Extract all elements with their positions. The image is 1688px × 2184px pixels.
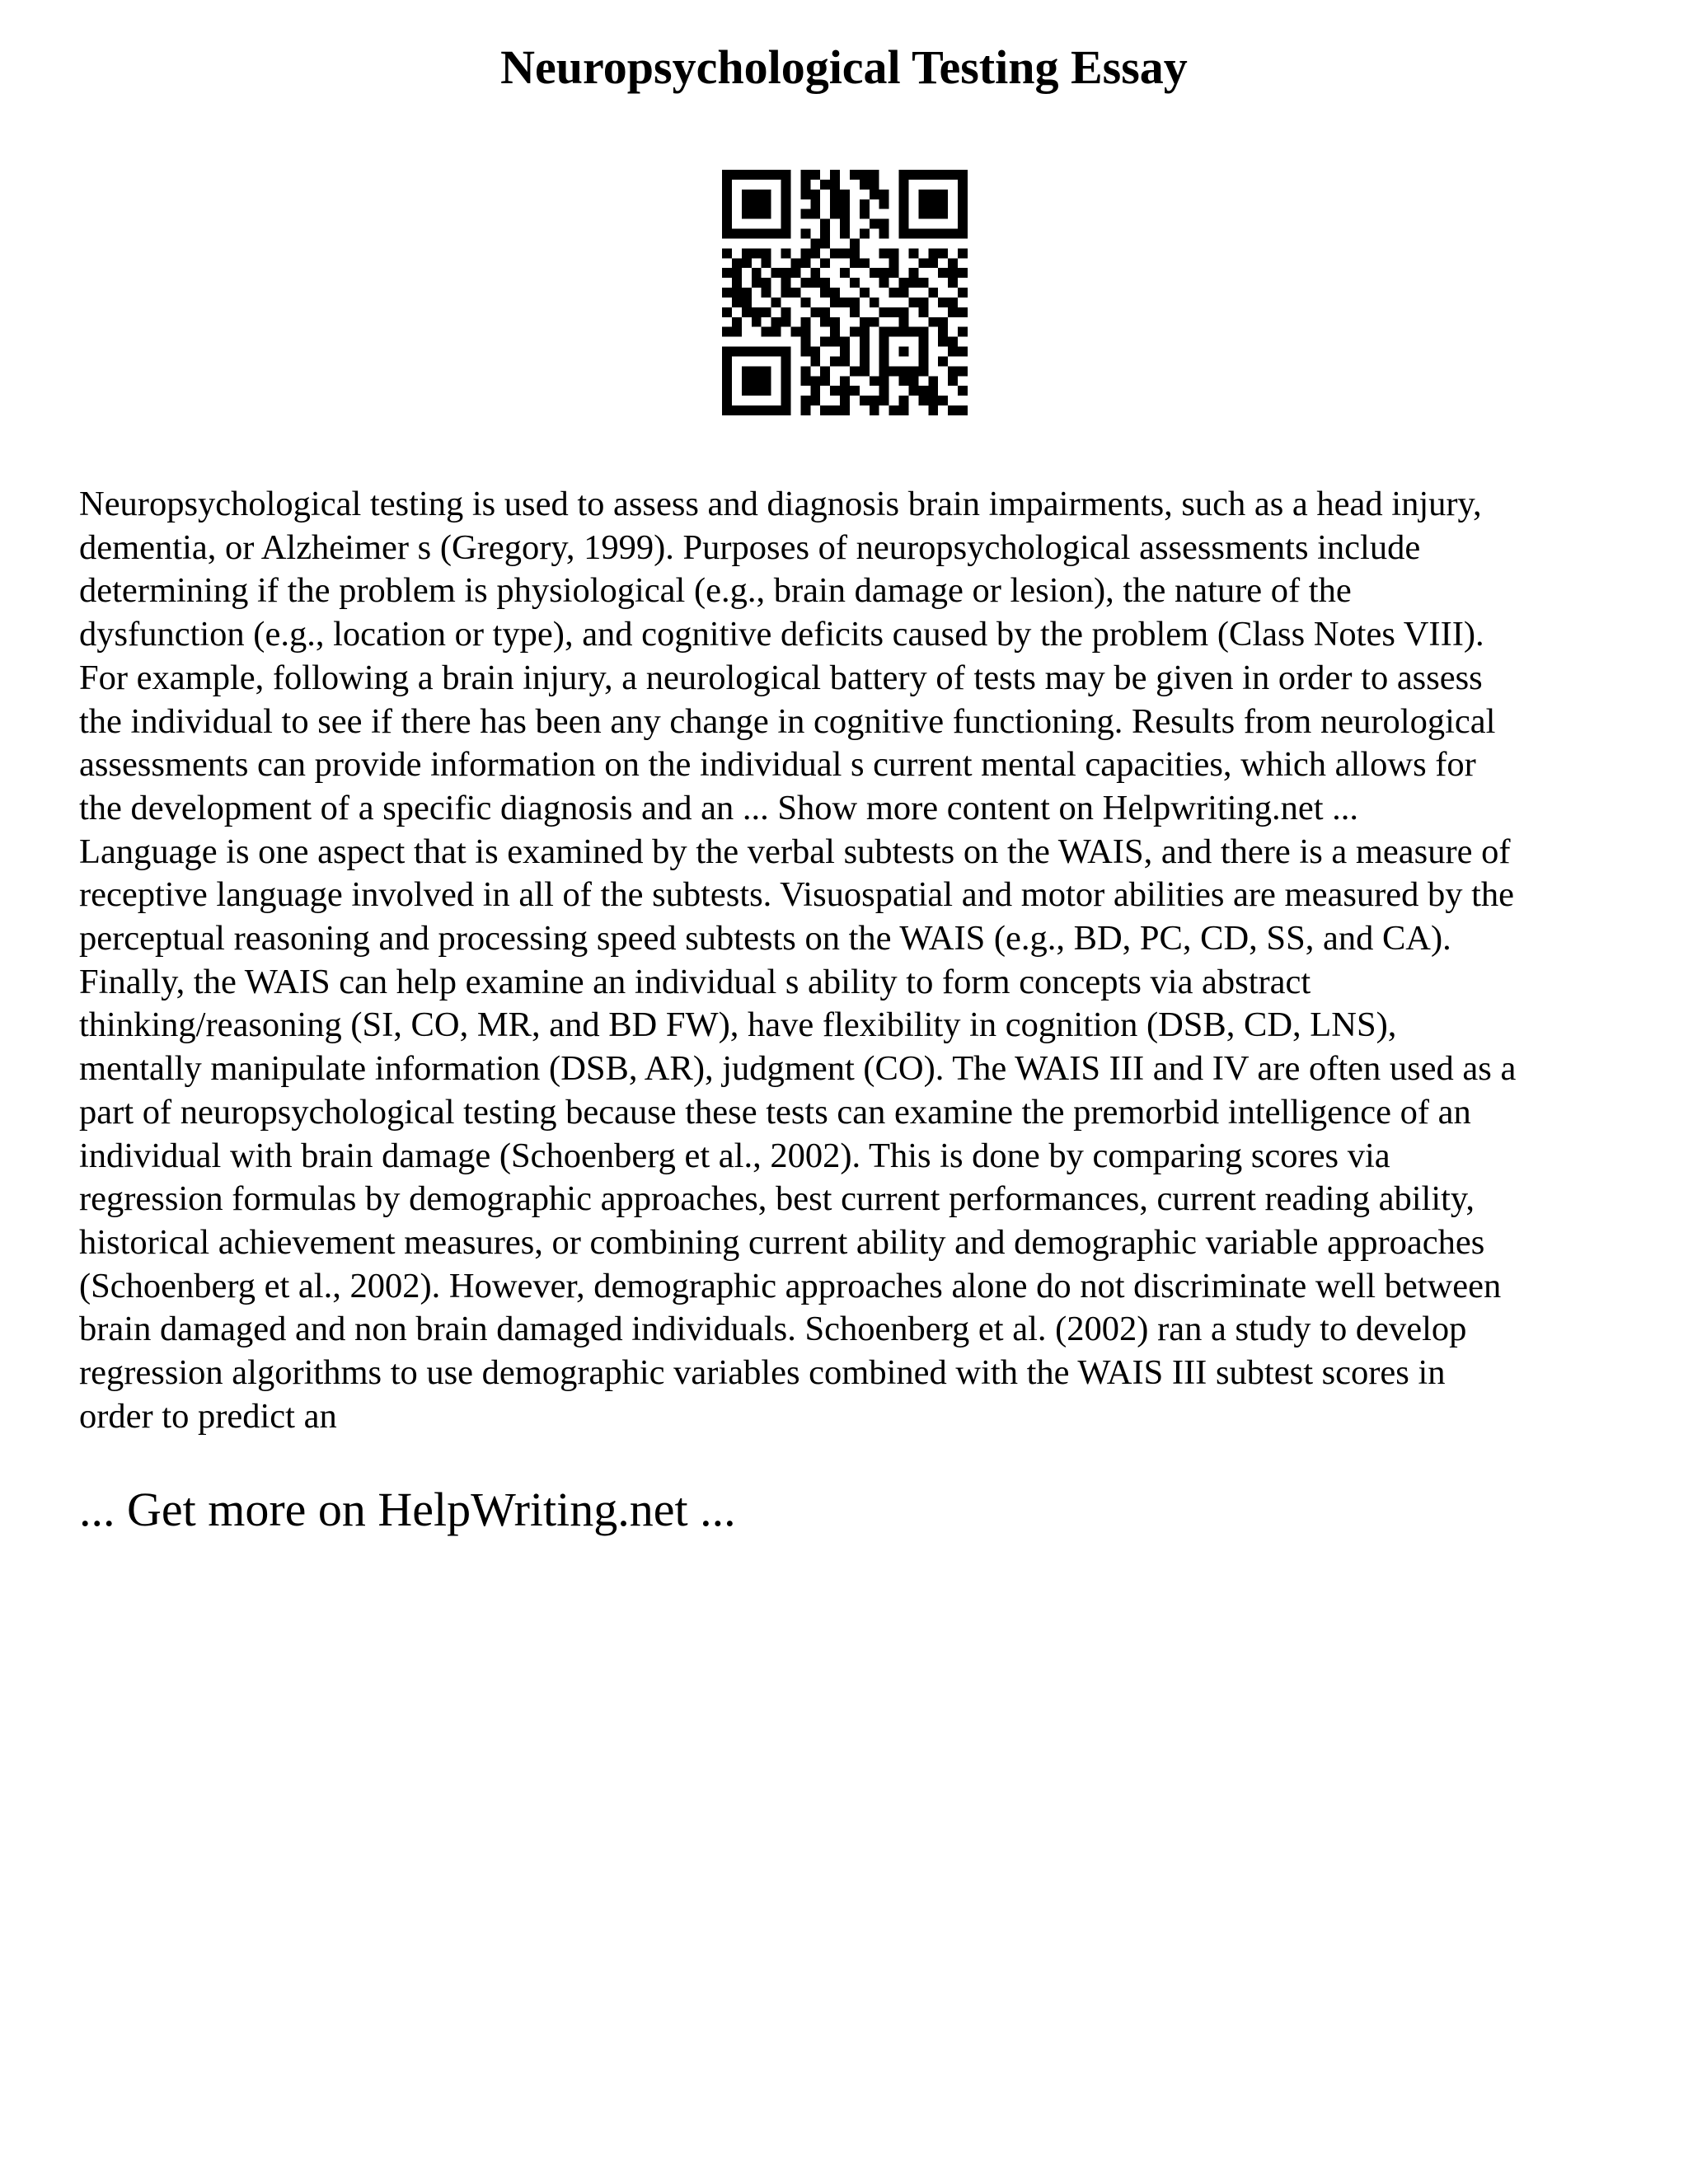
essay-body (79, 483, 1629, 1438)
get-more-link[interactable]: ... Get more on HelpWriting.net ... (79, 1483, 736, 1536)
essay-line: receptive language involved in all of the subtests. Visuospatial and motor abilities are measured by the (79, 875, 1515, 915)
essay-line: regression algorithms to use demographic variables combined with the WAIS III subtest scores in (79, 1353, 1446, 1393)
essay-line: dementia, or Alzheimer s (Gregory, 1999). Purposes of neuropsychological assessments include (79, 527, 1421, 567)
qr-code-icon (722, 170, 968, 415)
essay-line: part of neuropsychological testing because these tests can examine the premorbid intelligence of an (79, 1092, 1471, 1132)
essay-line: Language is one aspect that is examined by the verbal subtests on the WAIS, and there is a measure of (79, 832, 1511, 871)
essay-line: thinking/reasoning (SI, CO, MR, and BD FW), have flexibility in cognition (DSB, CD, LNS), (79, 1005, 1397, 1045)
essay-line: assessments can provide information on the individual s current mental capacities, which allows for (79, 745, 1476, 785)
essay-line: For example, following a brain injury, a neurological battery of tests may be given in order to assess (79, 658, 1483, 697)
page-title: Neuropsychological Testing Essay (500, 40, 1188, 94)
essay-line: determining if the problem is physiological (e.g., brain damage or lesion), the nature of the (79, 571, 1352, 611)
essay-line: (Schoenberg et al., 2002). However, demographic approaches alone do not discriminate well between (79, 1266, 1502, 1305)
essay-line: order to predict an (79, 1396, 337, 1436)
essay-line: Neuropsychological testing is used to assess and diagnosis brain impairments, such as a head injury, (79, 485, 1482, 523)
essay-line: dysfunction (e.g., location or type), and cognitive deficits caused by the problem (Class Notes VIII). (79, 615, 1484, 654)
essay-line: the development of a specific diagnosis and an ... Show more content on Helpwriting.net ... (79, 788, 1359, 827)
essay-line: Finally, the WAIS can help examine an individual s ability to form concepts via abstract (79, 962, 1311, 1001)
essay-line: individual with brain damage (Schoenberg et al., 2002). This is done by comparing scores via (79, 1136, 1390, 1175)
essay-line: historical achievement measures, or combining current ability and demographic variable approaches (79, 1222, 1485, 1262)
essay-line: mentally manipulate information (DSB, AR), judgment (CO). The WAIS III and IV are often used as a (79, 1049, 1517, 1089)
essay-line: perceptual reasoning and processing speed subtests on the WAIS (e.g., BD, PC, CD, SS, and CA). (79, 919, 1451, 958)
essay-line: the individual to see if there has been any change in cognitive functioning. Results from neurological (79, 701, 1496, 741)
essay-line: regression formulas by demographic approaches, best current performances, current reading ability, (79, 1179, 1475, 1219)
essay-line: brain damaged and non brain damaged individuals. Schoenberg et al. (2002) ran a study to develop (79, 1310, 1467, 1349)
